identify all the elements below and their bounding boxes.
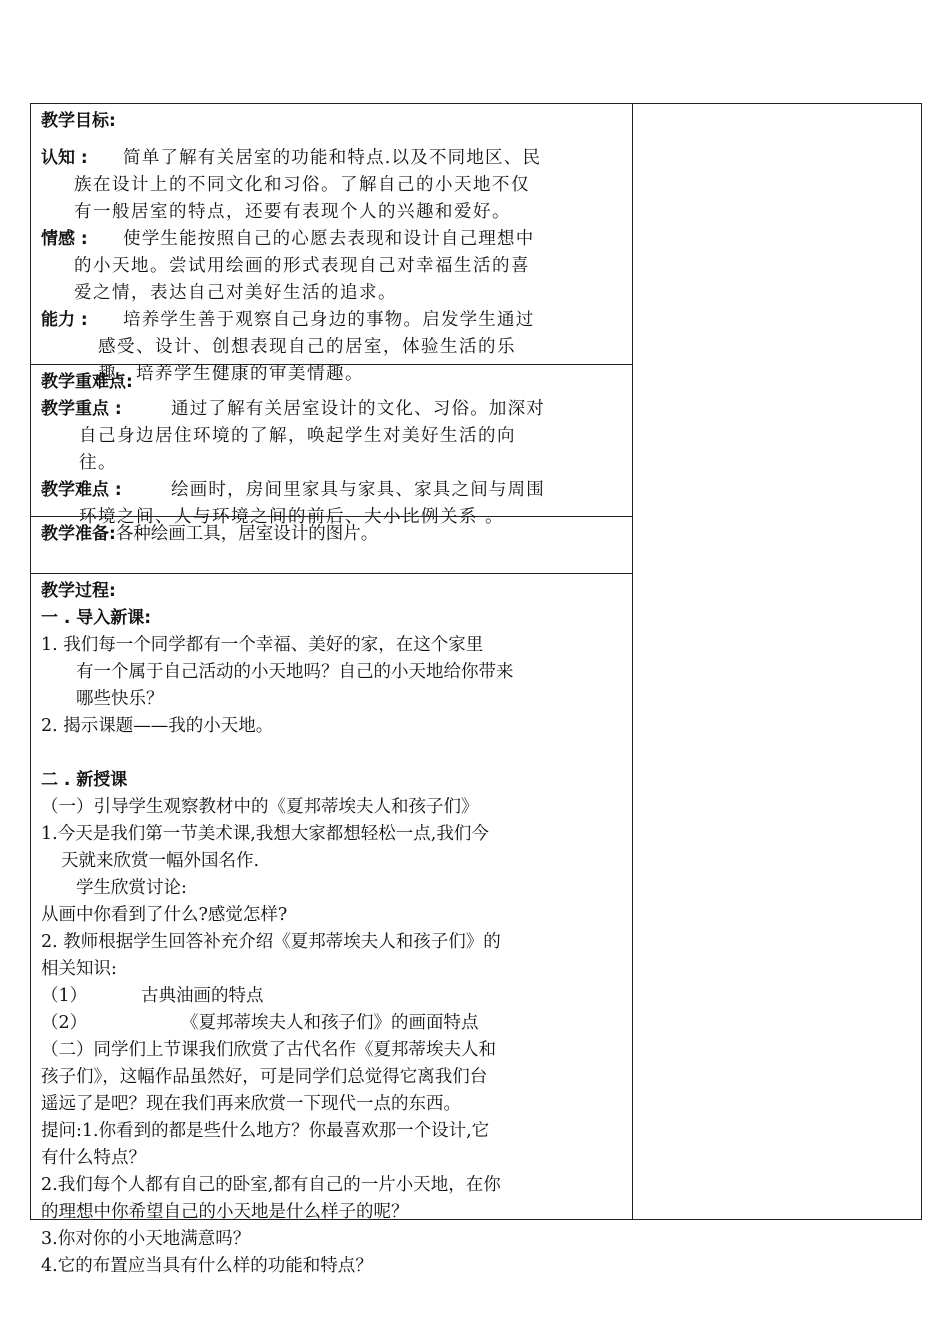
cognition-line1: 简单了解有关居室的功能和特点.以及不同地区、民	[123, 148, 542, 168]
s1-item1-line2: 有一个属于自己活动的小天地吗？自己的小天地给你带来	[76, 662, 514, 682]
s1-item2: 2. 揭示课题——我的小天地。	[41, 716, 274, 736]
ability-line1: 培养学生善于观察自己身边的事物。启发学生通过	[123, 310, 535, 330]
section2-title: 二 . 新授课	[41, 770, 128, 790]
s1-item1-line1: 1. 我们每一个同学都有一个幸福、美好的家，在这个家里	[41, 635, 484, 655]
objectives-title: 教学目标:	[41, 111, 116, 131]
key-points-title: 教学重难点:	[41, 372, 133, 392]
question2-line2: 的理想中你希望自己的小天地是什么样子的呢？	[41, 1202, 409, 1222]
s2-p4-line1: 2. 教师根据学生回答补充介绍《夏邦蒂埃夫人和孩子们》的	[41, 932, 501, 952]
difficulty-line2: 环境之间、人与环境之间的前后、大小比例关系 。	[79, 507, 505, 527]
s2-list-item-1-num: （1）	[41, 986, 88, 1006]
s2-p1-line1: 1.今天是我们第一节美术课,我想大家都想轻松一点,我们今	[41, 824, 489, 844]
s2-sub1: （一）引导学生观察教材中的《夏邦蒂埃夫人和孩子们》	[41, 797, 479, 817]
s2-p1-line2: 天就来欣赏一幅外国名作.	[61, 851, 260, 871]
notes-column-cell	[633, 104, 922, 1220]
s2-list-item-2-num: （2）	[41, 1013, 88, 1033]
difficulty-label: 教学难点 :	[41, 480, 122, 500]
s2-list-item-1-text: 古典油画的特点	[141, 986, 264, 1006]
emotion-line3: 爱之情，表达自己对美好生活的追求。	[74, 283, 397, 303]
emotion-line2: 的小天地。尝试用绘画的形式表现自己对幸福生活的喜	[74, 256, 530, 276]
preparation-label: 教学准备:	[41, 524, 116, 544]
lesson-plan-table	[30, 103, 922, 1276]
s2-list-item-1	[41, 983, 622, 1010]
s2-sub2-line2: 孩子们》，这幅作品虽然好，可是同学们总觉得它离我们台	[41, 1067, 488, 1087]
cognition-line3: 有一般居室的特点，还要有表现个人的兴趣和爱好。	[74, 202, 511, 222]
process-title: 教学过程:	[41, 581, 116, 601]
difficulty-line1: 绘画时，房间里家具与家具、家具之间与周围	[171, 480, 545, 500]
focus-line3: 往。	[79, 453, 117, 473]
emotion-row	[41, 226, 622, 253]
s2-p2: 学生欣赏讨论:	[76, 878, 187, 898]
objectives-row	[31, 104, 922, 365]
s1-item1-line3: 哪些快乐？	[76, 689, 164, 709]
process-cell	[31, 574, 633, 1276]
s2-sub2-line1: （二）同学们上节课我们欣赏了古代名作《夏邦蒂埃夫人和	[41, 1040, 496, 1060]
lesson-plan-page	[30, 103, 921, 1276]
ability-line2: 感受、设计、创想表现自己的居室，体验生活的乐	[98, 337, 516, 357]
focus-line2: 自己身边居住环境的了解，唤起学生对美好生活的向	[79, 426, 516, 446]
ability-label: 能力 :	[41, 310, 88, 330]
s2-p3: 从画中你看到了什么?感觉怎样?	[41, 905, 288, 925]
s2-list-item-2-text: 《夏邦蒂埃夫人和孩子们》的画面特点	[181, 1013, 479, 1033]
difficulty-row	[41, 477, 622, 504]
focus-row	[41, 396, 622, 423]
emotion-label: 情感 :	[41, 229, 88, 249]
section1-title: 一 . 导入新课:	[41, 608, 152, 628]
s2-p4-line2: 相关知识:	[41, 959, 117, 979]
ability-row	[41, 307, 622, 334]
ability-line3: 趣。培养学生健康的审美情趣。	[98, 364, 364, 384]
cognition-label: 认知 :	[41, 148, 88, 168]
question1-line2: 有什么特点？	[41, 1148, 146, 1168]
preparation-text: 各种绘画工具，居室设计的图片。	[115, 524, 379, 544]
cognition-row	[41, 145, 622, 172]
preparation-cell	[31, 517, 633, 574]
focus-line1: 通过了解有关居室设计的文化、习俗。加深对	[171, 399, 545, 419]
s2-sub2-line3: 遥远了是吧？现在我们再来欣赏一下现代一点的东西。	[41, 1094, 461, 1114]
question3: 3.你对你的小天地满意吗？	[41, 1229, 251, 1249]
question1-line1: 提问:1.你看到的都是些什么地方？你最喜欢那一个设计,它	[41, 1121, 490, 1141]
cognition-line2: 族在设计上的不同文化和习俗。了解自己的小天地不仅	[74, 175, 530, 195]
s2-list-item-2	[41, 1010, 622, 1037]
focus-label: 教学重点 :	[41, 399, 122, 419]
emotion-line1: 使学生能按照自己的心愿去表现和设计自己理想中	[123, 229, 535, 249]
question2-line1: 2.我们每个人都有自己的卧室,都有自己的一片小天地，在你	[41, 1175, 501, 1195]
question4: 4.它的布置应当具有什么样的功能和特点？	[41, 1256, 373, 1276]
